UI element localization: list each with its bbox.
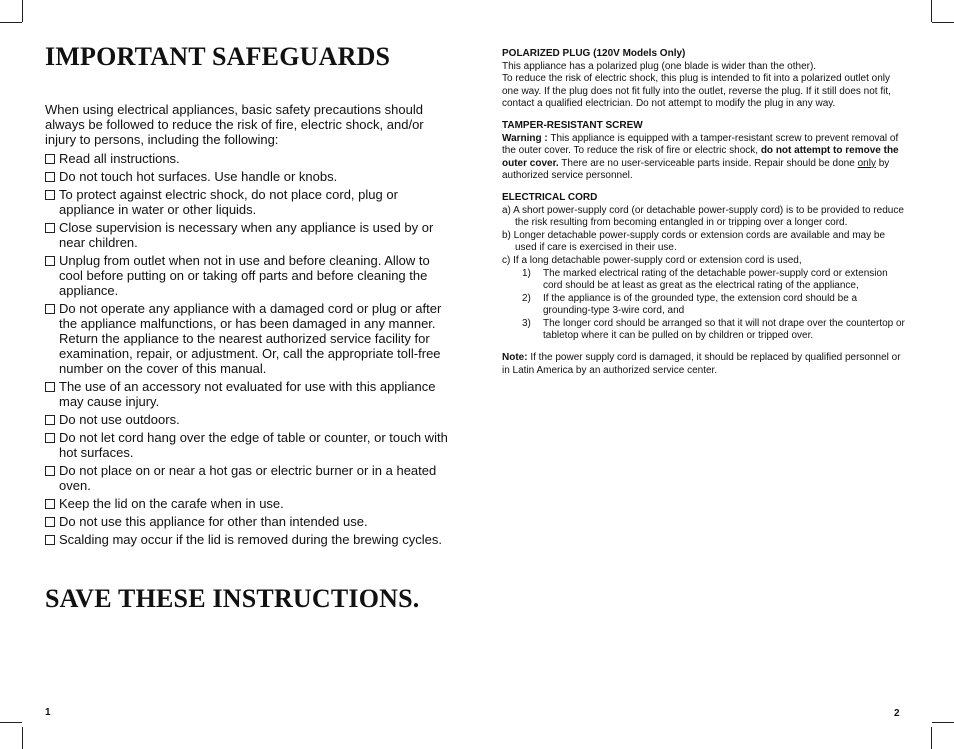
list-item: Do not use this appliance for other than intended use. — [45, 514, 457, 529]
left-page — [45, 42, 457, 550]
checkbox-icon — [45, 466, 55, 476]
list-item: Do not touch hot surfaces. Use handle or knobs. — [45, 169, 457, 184]
crop-mark — [932, 722, 954, 723]
page-number-right: 2 — [894, 708, 900, 719]
warning-label: Warning : — [502, 132, 548, 144]
list-item: Read all instructions. — [45, 151, 457, 166]
list-item: Do not let cord hang over the edge of table or counter, or touch with hot surfaces. — [45, 430, 457, 460]
intro-text: When using electrical appliances, basic safety precautions should always be followed to reduce the risk of fire, electric shock, and/or injury to persons, including the following: — [45, 102, 424, 147]
electrical-cord-section — [502, 192, 907, 343]
page-number-left: 1 — [45, 707, 51, 718]
crop-mark — [932, 22, 954, 23]
checkbox-icon — [45, 223, 55, 233]
checkbox-icon — [45, 256, 55, 266]
list-item: a) A short power-supply cord (or detachable power-supply cord) is to be provided to reduce the risk resulting from becoming entangled in or tripping over a longer cord. — [502, 204, 904, 229]
checkbox-icon — [45, 382, 55, 392]
section-text: This appliance has a polarized plug (one blade is wider than the other). — [502, 60, 817, 72]
right-page — [502, 48, 907, 377]
list-item: Unplug from outlet when not in use and before cleaning. Allow to cool before putting on or taking off parts and before cleaning the appliance. — [45, 253, 457, 298]
tamper-screw-section — [502, 120, 907, 183]
list-item: 2) If the appliance is of the grounded type, the extension cord should be a grounding-type 3-wire cord, and — [522, 292, 858, 317]
crop-mark — [931, 0, 932, 22]
section-heading: ELECTRICAL CORD — [502, 191, 598, 203]
checkbox-icon — [45, 433, 55, 443]
checkbox-icon — [45, 172, 55, 182]
polarized-plug-section — [502, 48, 907, 111]
list-item: b) Longer detachable power-supply cords or extension cords are available and may be used if care is exercised in their use. — [502, 229, 886, 254]
list-item: Do not use outdoors. — [45, 412, 457, 427]
list-item: Scalding may occur if the lid is removed during the brewing cycles. — [45, 532, 457, 547]
section-heading: TAMPER-RESISTANT SCREW — [502, 119, 643, 131]
list-item: 1) The marked electrical rating of the detachable power-supply cord or extension cord should be at least as great as the electrical rating of the appliance, — [522, 267, 888, 292]
section-text: Warning : This appliance is equipped with a tamper-resistant screw to prevent removal of the outer cover. To reduce the risk of fire or electric shock, do not attempt to remove the outer cover. There are no user-serviceable parts inside. Repair should be done only by authorized service personnel. — [502, 132, 899, 182]
list-item: Do not operate any appliance with a damaged cord or plug or after the appliance malfunctions, or has been damaged in any manner. Return the appliance to the nearest authorized service facility for examination, repair, or adjustment. Or, call the appropriate toll-free number on the cover of this manual. — [45, 301, 457, 376]
page-title: IMPORTANT SAFEGUARDS — [45, 42, 391, 71]
crop-mark — [931, 727, 932, 749]
list-item: To protect against electric shock, do not place cord, plug or appliance in water or other liquids. — [45, 187, 457, 217]
list-item: Keep the lid on the carafe when in use. — [45, 496, 457, 511]
list-item: Do not place on or near a hot gas or electric burner or in a heated oven. — [45, 463, 457, 493]
list-item: 3) The longer cord should be arranged so that it will not drape over the countertop or tabletop where it can be pulled on by children or tripped over. — [522, 317, 905, 342]
crop-mark — [22, 727, 23, 749]
list-item: Close supervision is necessary when any appliance is used by or near children. — [45, 220, 457, 250]
list-item: The use of an accessory not evaluated for use with this appliance may cause injury. — [45, 379, 457, 409]
checkbox-icon — [45, 190, 55, 200]
checkbox-icon — [45, 154, 55, 164]
checkbox-icon — [45, 304, 55, 314]
checkbox-icon — [45, 517, 55, 527]
crop-mark — [22, 0, 23, 22]
safeguard-list — [45, 151, 457, 547]
checkbox-icon — [45, 499, 55, 509]
section-heading: POLARIZED PLUG (120V Models Only) — [502, 48, 686, 59]
note-text: Note: If the power supply cord is damaged, it should be replaced by qualified personnel or in Latin America by an authorized service center. — [502, 352, 901, 376]
checkbox-icon — [45, 415, 55, 425]
crop-mark — [0, 722, 22, 723]
list-item: c) If a long detachable power-supply cord or extension cord is used, — [502, 254, 802, 266]
crop-mark — [0, 22, 22, 23]
section-text: To reduce the risk of electric shock, this plug is intended to fit into a polarized outlet only one way. If the plug does not fit fully into the outlet, reverse the plug. If it still does not fit, contact a qualified electrician. Do not attempt to modify the plug in any way. — [502, 73, 891, 110]
save-instructions-heading: SAVE THESE INSTRUCTIONS. — [45, 584, 420, 613]
checkbox-icon — [45, 535, 55, 545]
